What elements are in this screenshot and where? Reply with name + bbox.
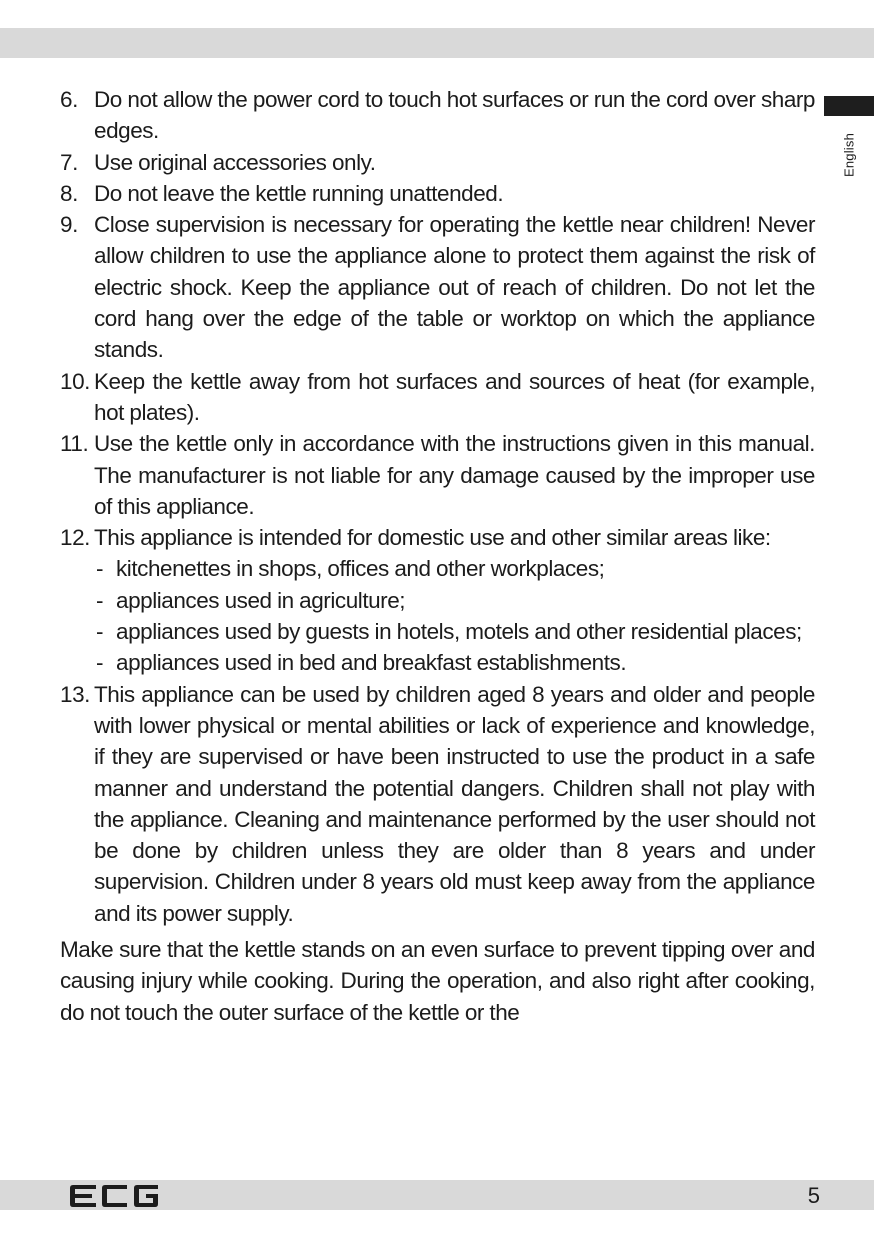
item-text: This appliance is intended for domestic use and other similar areas like: [94, 525, 771, 551]
list-item [60, 679, 815, 929]
list-item [60, 428, 815, 522]
page-number: 5 [807, 1183, 820, 1208]
item-text: Close supervision is necessary for operating the kettle near children! Never allow children to use the appliance alone to protect them against the risk of electric shock. Keep the appliance out of reach of children. Do not let the cord hang over the edge of the table or worktop on which the appliance stands. [94, 212, 815, 363]
item-number: 9. [60, 212, 78, 238]
sublist-item [94, 647, 815, 678]
sublist-item [94, 585, 815, 616]
header-bar [0, 28, 874, 58]
item-text: Use original accessories only. [94, 149, 376, 175]
sublist-item [94, 553, 815, 584]
item-text: Do not allow the power cord to touch hot surfaces or run the cord over sharp edges. [94, 87, 815, 144]
item-number: 11. [60, 431, 89, 457]
item-number: 10. [60, 368, 90, 394]
item-text: Use the kettle only in accordance with the instructions given in this manual. The manufacturer is not liable for any damage caused by the improper use of this appliance. [94, 431, 815, 519]
item-text: Do not leave the kettle running unattended. [94, 180, 504, 206]
dash-bullet: - [96, 619, 104, 645]
item-text: Keep the kettle away from hot surfaces and sources of heat (for example, hot plates). [94, 368, 815, 425]
dash-bullet: - [96, 650, 104, 676]
list-item [60, 147, 815, 178]
dash-bullet: - [96, 587, 104, 613]
list-item [60, 84, 815, 147]
page-content [60, 84, 815, 1028]
item-number: 8. [60, 180, 78, 206]
item-number: 13. [60, 681, 90, 707]
language-tab [824, 96, 874, 116]
item-number: 12. [60, 525, 90, 551]
dash-bullet: - [96, 556, 104, 582]
language-label: English [841, 132, 857, 178]
closing-paragraph: Make sure that the kettle stands on an even surface to prevent tipping over and causing injury while cooking. During the operation, and also right after cooking, do not touch the outer surface of the kettle or the [60, 937, 815, 1025]
safety-instructions-list [60, 84, 815, 929]
sublist-item-text: kitchenettes in shops, offices and other workplaces; [116, 556, 605, 582]
sublist-item [94, 616, 815, 647]
item-text: This appliance can be used by children aged 8 years and older and people with lower physical or mental abilities or lack of experience and knowledge, if they are supervised or have been instructed to use the product in a safe manner and understand the potential dangers. Children shall not play with the appliance. Cleaning and maintenance performed by the user should not be done by children unless they are older than 8 years and under supervision. Children under 8 years old must keep away from the appliance and its power supply. [94, 681, 815, 926]
sublist-item-text: appliances used in agriculture; [116, 587, 406, 613]
ecg-logo-icon [70, 1185, 158, 1207]
usage-areas-sublist [94, 553, 815, 678]
list-item [60, 522, 815, 678]
item-number: 7. [60, 149, 78, 175]
list-item [60, 178, 815, 209]
item-number: 6. [60, 87, 78, 112]
sublist-item-text: appliances used in bed and breakfast establishments. [116, 650, 627, 676]
sublist-item-text: appliances used by guests in hotels, motels and other residential places; [116, 619, 802, 645]
list-item [60, 366, 815, 429]
list-item [60, 209, 815, 365]
ecg-logo [70, 1185, 158, 1212]
